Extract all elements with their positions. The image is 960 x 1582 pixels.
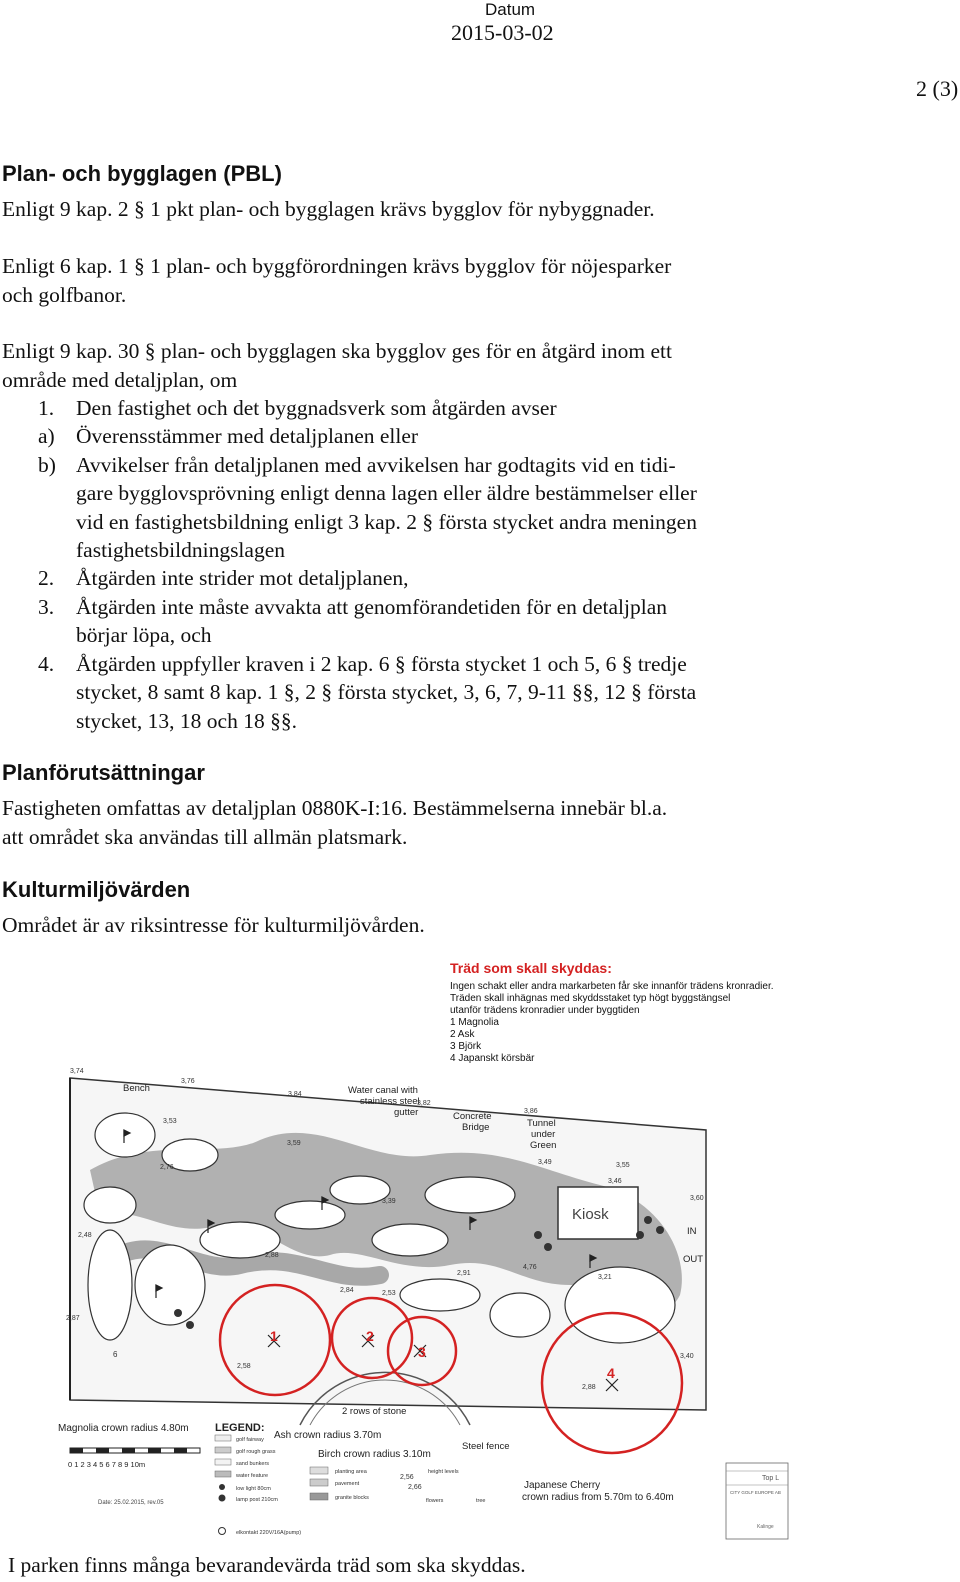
plan-label: Birch crown radius 3.10m [318, 1449, 431, 1460]
height-level: 4,76 [523, 1264, 537, 1271]
legend-item: tree [476, 1498, 486, 1504]
scale-bar-segment [122, 1448, 135, 1453]
tree-dot [544, 1243, 552, 1251]
kiosk-label: Kiosk [572, 1206, 609, 1223]
height-level: 2,76 [160, 1164, 174, 1171]
scale-bar-segment [174, 1448, 187, 1453]
tree-number: 4 [607, 1365, 615, 1381]
protection-line: Träden skall inhägnas med skyddsstaket typ högt byggstängsel [450, 993, 731, 1004]
list-text: stycket, 8 samt 8 kap. 1 §, 2 § första stycket, 3, 6, 7, 9-11 §§, 12 § första [76, 680, 697, 704]
scale-bar [68, 1448, 200, 1469]
height-level: 3,82 [417, 1100, 431, 1107]
height-level: 2,66 [408, 1484, 422, 1491]
height-level: 3,55 [616, 1162, 630, 1169]
golf-fairway [135, 1245, 205, 1325]
legend-swatch [215, 1459, 231, 1465]
plan-line-1: Fastigheten omfattas av detaljplan 0880K-I:16. Bestämmelserna innebär bl.a. [2, 796, 668, 820]
list-text: gare bygglovsprövning enligt denna lagen eller äldre bestämmelser eller [76, 481, 697, 505]
tree-dot [656, 1226, 664, 1234]
protection-line: 1 Magnolia [450, 1017, 499, 1028]
pbl-heading: Plan- och bygglagen (PBL) [2, 161, 282, 186]
legend-swatch [215, 1447, 231, 1453]
scale-bar-segment [148, 1448, 161, 1453]
plan-label: Steel fence [462, 1441, 510, 1452]
plan-label: Bench [123, 1083, 150, 1094]
pbl-paragraph-3-line-2: område med detaljplan, om [2, 368, 238, 392]
legend-item: granite blocks [335, 1495, 369, 1501]
list-text: vid en fastighetsbildning enligt 3 kap. 2 § första stycket andra meningen [76, 510, 697, 534]
scale-bar-segment [70, 1448, 83, 1453]
list-marker: a) [38, 424, 55, 448]
legend-item: golf rough grass [236, 1449, 276, 1455]
golf-fairway [372, 1224, 448, 1256]
tree-dot [534, 1231, 542, 1239]
height-level: 2,84 [340, 1287, 354, 1294]
legend-swatch [310, 1479, 328, 1486]
legend-item: lamp post 210cm [236, 1497, 278, 1503]
title-block-text: Kalinge [757, 1524, 774, 1530]
height-level: 3,74 [70, 1068, 84, 1075]
golf-fairway [425, 1177, 515, 1213]
legend-swatch [219, 1495, 226, 1502]
pbl-paragraph-2-line-2: och golfbanor. [2, 283, 127, 307]
plan-label: gutter [394, 1107, 419, 1118]
golf-fairway [88, 1230, 132, 1340]
plan-label: 2 rows of stone [342, 1406, 407, 1417]
legend-item: planting area [335, 1469, 367, 1475]
tree-number: 3 [418, 1344, 426, 1360]
list-text: Åtgärden inte strider mot detaljplanen, [76, 566, 409, 590]
legend-swatch [215, 1471, 231, 1477]
plan-label: OUT [683, 1254, 704, 1265]
legend-item: pavement [335, 1481, 360, 1487]
plan-heading: Planförutsättningar [2, 760, 205, 785]
site-plan-figure [0, 955, 960, 1555]
protection-line: 3 Björk [450, 1041, 482, 1052]
figure-caption: I parken finns många bevarandevärda träd som ska skyddas. [8, 1553, 526, 1577]
page-number: 2 (3) [916, 76, 959, 101]
legend-item: height levels [428, 1469, 459, 1475]
protection-line: 4 Japanskt körsbär [450, 1053, 535, 1064]
pbl-paragraph-3-line-1: Enligt 9 kap. 30 § plan- och bygglagen ska bygglov ges för en åtgärd inom ett [2, 339, 672, 363]
height-level: 2,87 [66, 1315, 80, 1322]
height-level: 2,56 [400, 1474, 414, 1481]
kultur-line-1: Området är av riksintresse för kulturmiljövården. [2, 913, 425, 937]
kultur-heading: Kulturmiljövärden [2, 877, 191, 902]
height-level: 2,58 [237, 1363, 251, 1370]
golf-fairway [490, 1293, 550, 1337]
list-marker: b) [38, 453, 56, 477]
plan-label: Japanese Cherry [524, 1480, 601, 1491]
legend-swatch [219, 1484, 225, 1490]
tree-dot [186, 1321, 194, 1329]
height-level: 3,86 [524, 1108, 538, 1115]
plan-label: Concrete [453, 1111, 492, 1122]
list-text: fastighetsbildningslagen [76, 538, 285, 562]
pbl-paragraph-2-line-1: Enligt 6 kap. 1 § 1 plan- och byggförordningen krävs bygglov för nöjesparker [2, 254, 672, 278]
protection-line: 2 Ask [450, 1029, 475, 1040]
height-level: 3,49 [538, 1159, 552, 1166]
plan-date: Date: 25.02.2015, rev.05 [98, 1500, 164, 1506]
plan-label: Bridge [462, 1122, 490, 1133]
legend-item: flowers [426, 1498, 444, 1504]
list-marker: 2. [38, 566, 55, 590]
title-block-text: CITY GOLF EUROPE AB [730, 1490, 781, 1495]
legend-item: low light 80cm [236, 1486, 271, 1492]
golf-fairway [400, 1279, 480, 1311]
list-text: Åtgärden uppfyller kraven i 2 kap. 6 § första stycket 1 och 5, 6 § tredje [76, 652, 687, 676]
legend-title: LEGEND: [215, 1422, 265, 1434]
plan-label: crown radius from 5.70m to 6.40m [522, 1492, 674, 1503]
height-level: 3,46 [608, 1178, 622, 1185]
plan-label: stainless steel [360, 1096, 420, 1107]
legend-item: sand bunkers [236, 1461, 270, 1467]
legend-swatch [310, 1493, 328, 1500]
height-level: 2,91 [457, 1270, 471, 1277]
tree-number: 1 [270, 1328, 278, 1344]
height-level: 3,84 [288, 1091, 302, 1098]
tree-dot [636, 1231, 644, 1239]
plan-label: IN [687, 1226, 697, 1237]
height-level: 3,39 [382, 1198, 396, 1205]
date-label: Datum [485, 0, 536, 19]
height-level: 3,59 [287, 1140, 301, 1147]
plan-label: Ash crown radius 3.70m [274, 1430, 382, 1441]
plan-label: Green [530, 1140, 557, 1151]
height-level: 3,60 [690, 1195, 704, 1202]
tree-number: 2 [366, 1328, 374, 1344]
list-text: börjar löpa, och [76, 623, 212, 647]
height-level: 3,40 [680, 1353, 694, 1360]
protection-line: utanför trädens kronradier under byggtiden [450, 1005, 640, 1016]
legend-swatch [219, 1528, 226, 1535]
legend-item: golf fairway [236, 1437, 264, 1443]
golf-fairway [330, 1176, 390, 1204]
scale-bar-segment [96, 1448, 109, 1453]
height-level: 2,88 [582, 1384, 596, 1391]
height-level: 6 [113, 1350, 118, 1359]
height-level: 3,53 [163, 1118, 177, 1125]
plan-label: Magnolia crown radius 4.80m [58, 1423, 189, 1434]
list-text: Överensstämmer med detaljplanen eller [76, 424, 419, 448]
list-text: Åtgärden inte måste avvakta att genomförandetiden för en detaljplan [76, 595, 668, 619]
plan-line-2: att området ska användas till allmän platsmark. [2, 825, 408, 849]
plan-label: Tunnel [527, 1118, 556, 1129]
list-marker: 4. [38, 652, 55, 676]
height-level: 2,53 [382, 1290, 396, 1297]
list-text: stycket, 13, 18 och 18 §§. [76, 709, 297, 733]
list-marker: 3. [38, 595, 55, 619]
legend-item: water feature [236, 1473, 269, 1479]
tree-dot [644, 1216, 652, 1224]
legend-item: elkontakt 220V/16A(pump) [236, 1530, 302, 1536]
height-level: 2,48 [78, 1232, 92, 1239]
pbl-paragraph-1: Enligt 9 kap. 2 § 1 pkt plan- och bygglagen krävs bygglov för nybyggnader. [2, 197, 655, 221]
list-text: Avvikelser från detaljplanen med avvikelsen har godtagits vid en tidi- [76, 453, 676, 477]
title-block-text: Top L [762, 1475, 780, 1482]
legend-swatch [310, 1467, 328, 1474]
plan-label: Water canal with [348, 1085, 418, 1096]
title-block [726, 1463, 788, 1539]
golf-fairway [275, 1201, 345, 1229]
protection-line: Ingen schakt eller andra markarbeten får ske innanför trädens kronradier. [450, 981, 774, 992]
plan-label: under [531, 1129, 556, 1140]
golf-fairway [84, 1187, 136, 1223]
height-level: 2,88 [265, 1252, 279, 1259]
legend-swatch [215, 1435, 231, 1441]
height-level: 3,76 [181, 1078, 195, 1085]
tree-dot [174, 1309, 182, 1317]
height-level: 3,21 [598, 1274, 612, 1281]
protection-title: Träd som skall skyddas: [450, 960, 612, 976]
list-text: Den fastighet och det byggnadsverk som åtgärden avser [76, 396, 557, 420]
list-marker: 1. [38, 396, 55, 420]
date-value: 2015-03-02 [451, 20, 554, 45]
scale-bar-label: 0 1 2 3 4 5 6 7 8 9 10m [68, 1460, 146, 1469]
